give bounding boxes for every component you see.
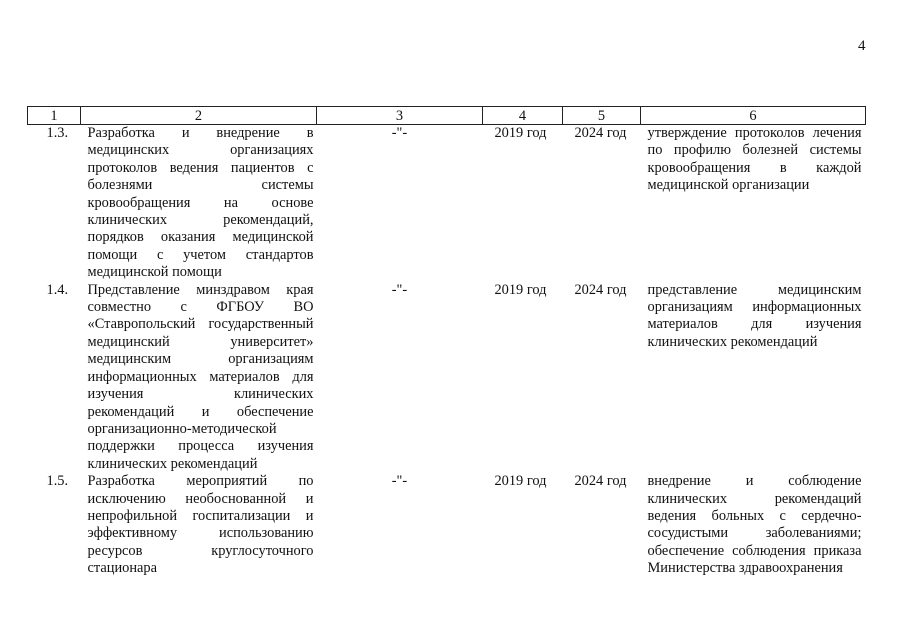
- column-header: 5: [563, 107, 641, 125]
- row-end-year: 2024 год: [574, 281, 627, 298]
- row-start-year: 2019 год: [494, 125, 547, 141]
- row-result: внедрение и соблюдение клинических рекомендаций ведения больных с сердечно-сосудистыми заболеваниями; обеспечение соблюдения приказа Министерства здравоохранения: [647, 473, 862, 577]
- header-row: [28, 107, 866, 125]
- row-description: Разработка и внедрение в медицинских организациях протоколов ведения пациентов с болезнями системы кровообращения на основе клинических рекомендаций, порядков оказания медицинской помощи с учетом стандартов медицинской помощи: [87, 125, 314, 281]
- row-end-year: 2024 год: [574, 125, 627, 141]
- row-result: утверждение протоколов лечения по профилю болезней системы кровообращения в каждой медицинской организации: [647, 125, 862, 194]
- column-header: 4: [483, 107, 563, 125]
- row-number: 1.5.: [46, 473, 69, 490]
- row-result: представление медицинским организациям информационных материалов для изучения клинических рекомендаций: [647, 281, 862, 350]
- column-header: 3: [317, 107, 483, 125]
- column-header: 2: [81, 107, 317, 125]
- row-description: Представление минздравом края совместно с ФГБОУ ВО «Ставропольский государственный медицинский университет» медицинским организациям информационных материалов для изучения клинических рекомендаций и обеспечение организационно-методической поддержки процесса изучения клинических рекомендаций: [87, 281, 314, 472]
- row-executor: -"-: [391, 473, 408, 490]
- row-executor: -"-: [391, 281, 408, 298]
- table-row: [28, 125, 866, 282]
- row-number: 1.4.: [46, 281, 69, 298]
- row-end-year: 2024 год: [574, 473, 627, 490]
- table-row: [28, 473, 866, 577]
- column-header: 1: [28, 107, 81, 125]
- row-number: 1.3.: [46, 125, 69, 141]
- row-description: Разработка мероприятий по исключению необоснованной и непрофильной госпитализации и эффективному использованию ресурсов круглосуточного стационара: [87, 473, 314, 577]
- row-start-year: 2019 год: [494, 281, 547, 298]
- column-header: 6: [641, 107, 866, 125]
- measures-table: [27, 106, 866, 578]
- table-row: [28, 282, 866, 473]
- row-executor: -"-: [391, 125, 408, 141]
- page-number: 4: [858, 38, 866, 54]
- row-start-year: 2019 год: [494, 473, 547, 490]
